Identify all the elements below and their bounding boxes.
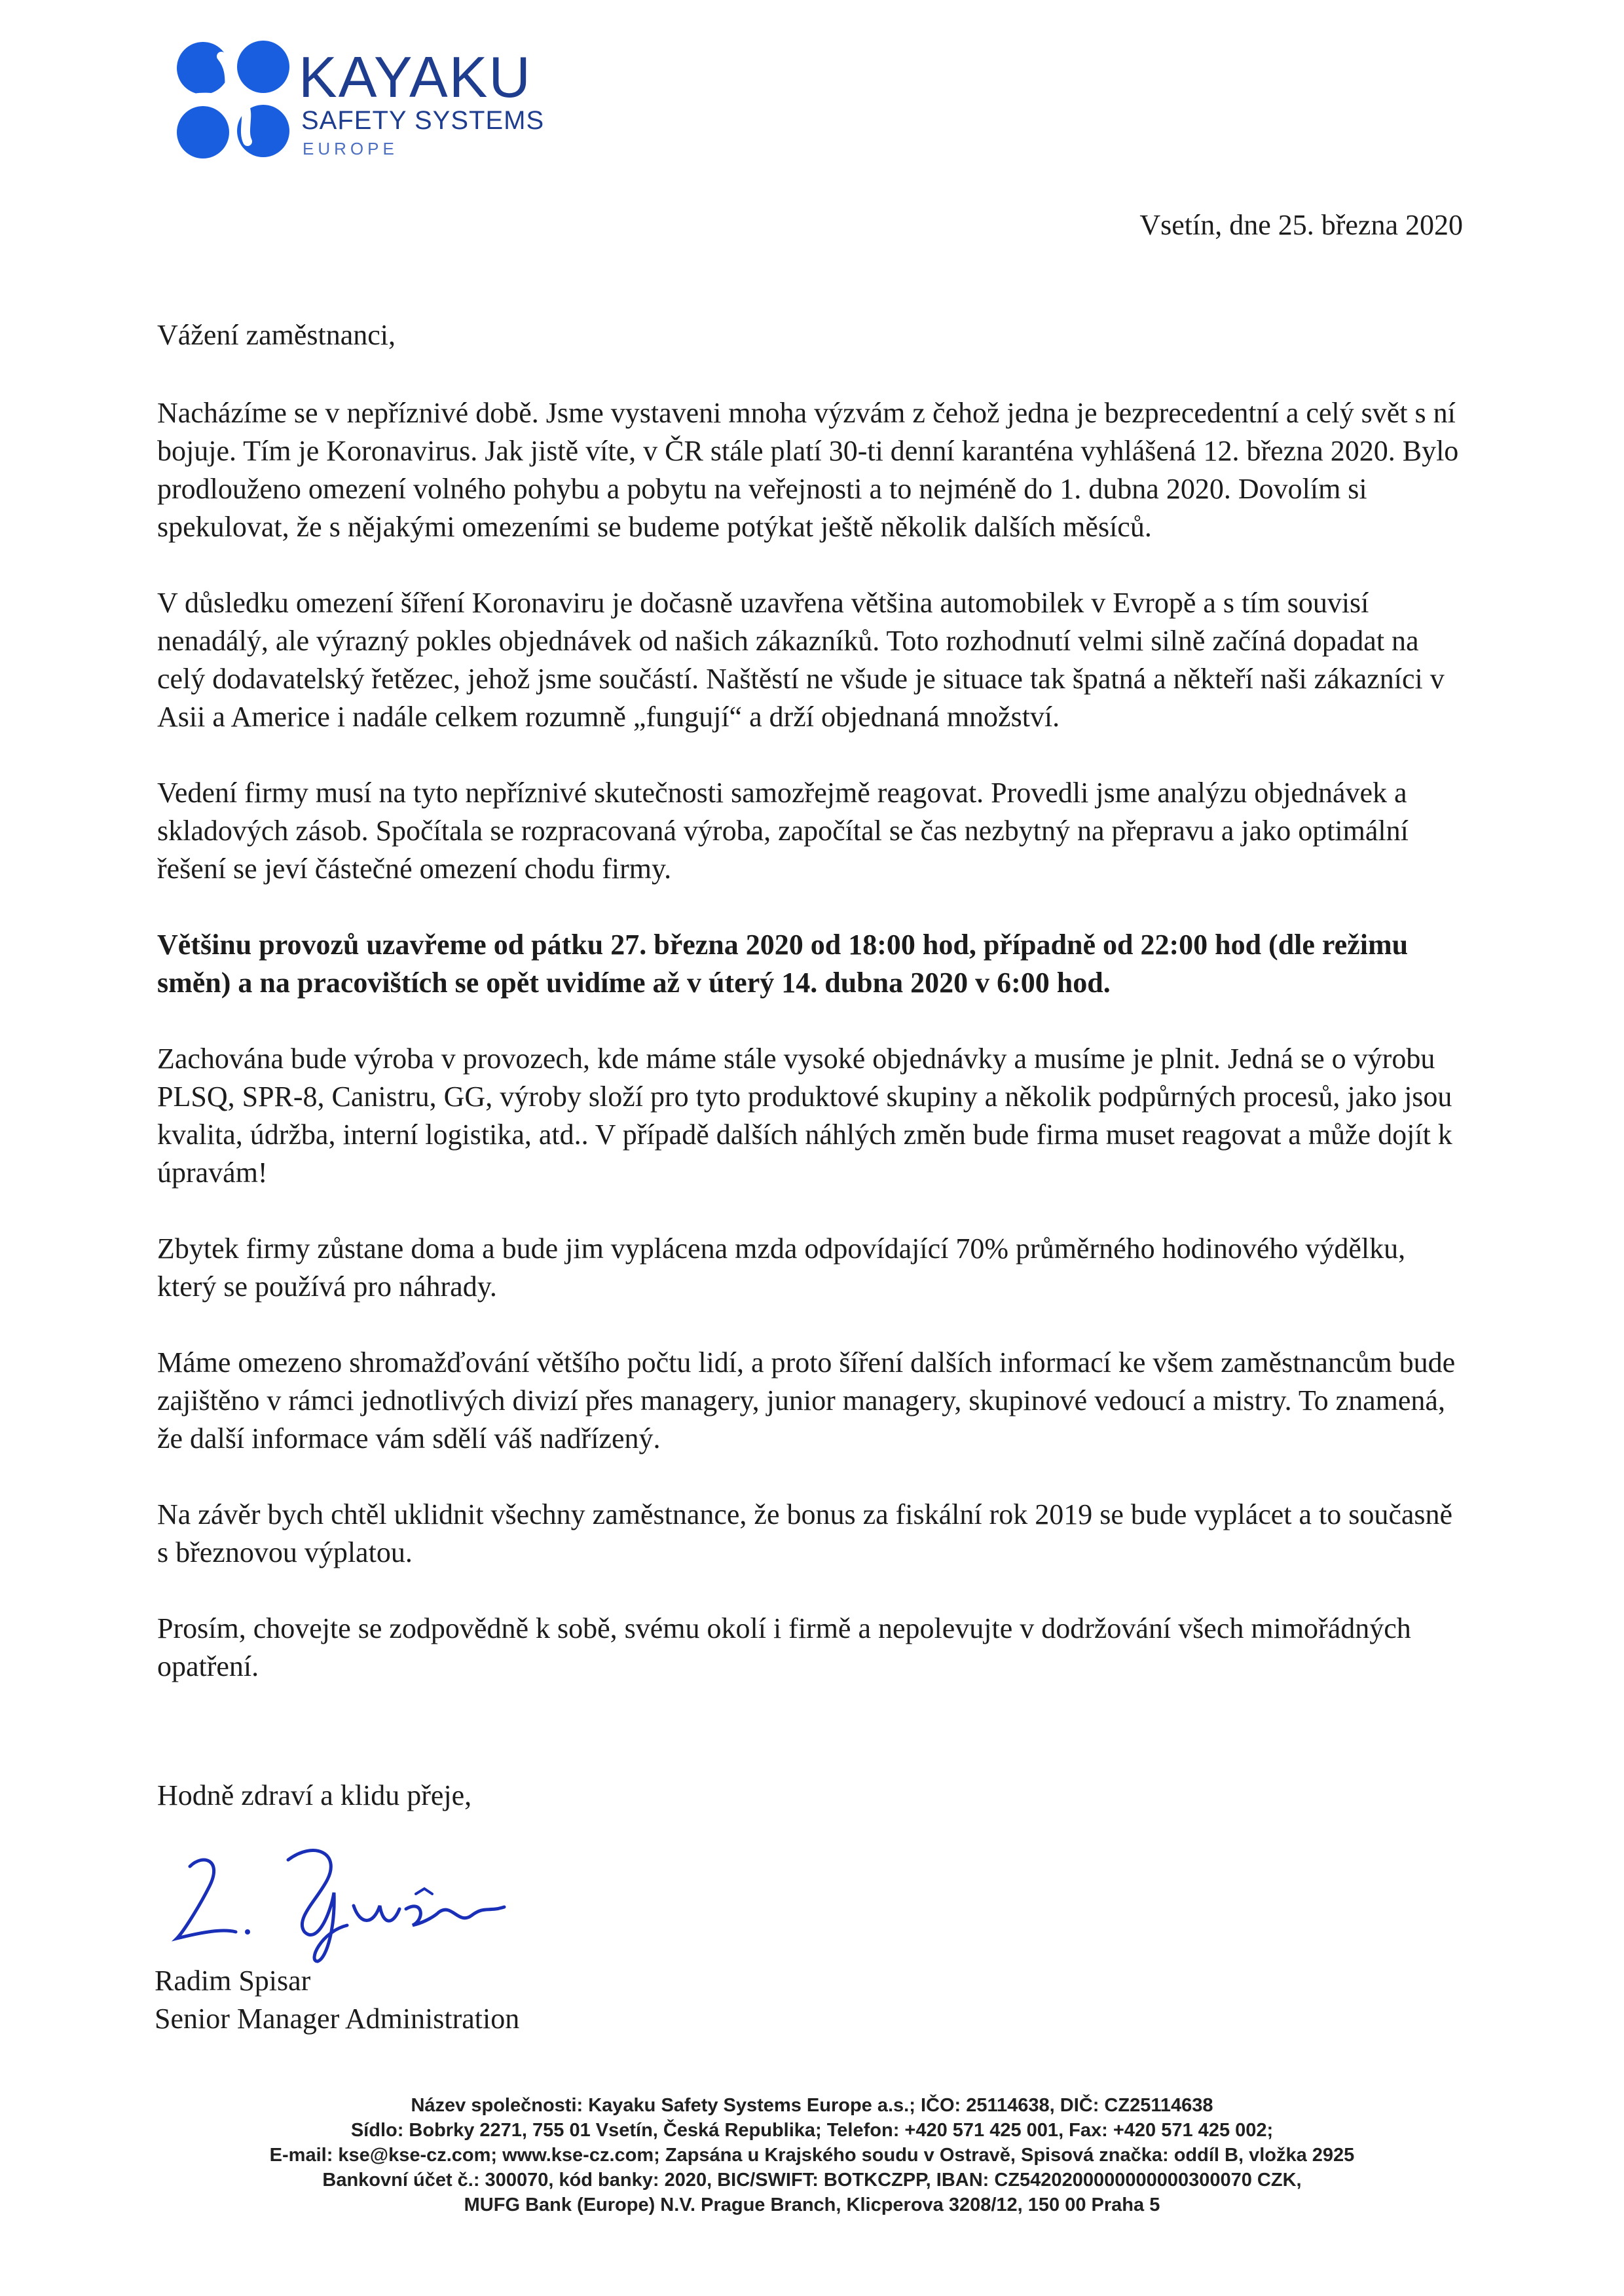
paragraph: Na závěr bych chtěl uklidnit všechny zaměstnance, že bonus za fiskální rok 2019 se bude vyplácet a to současně s březnovou výplatou. <box>157 1498 1453 1568</box>
letter-greeting: Vážení zaměstnanci, <box>157 319 396 351</box>
footer-line: Název společnosti: Kayaku Safety Systems Europe a.s.; IČO: 25114638, DIČ: CZ25114638 <box>411 2095 1213 2116</box>
logo-name: KAYAKU <box>299 45 532 109</box>
paragraph: Zachována bude výroba v provozech, kde máme stále vysoké objednávky a musíme je plnit. Jedná se o výrobu PLSQ, SPR-8, Canistru, GG, výroby složí pro tyto produktové skupiny a několik podpůrných procesů, jako jsou kvalita, údržba, interní logistika, atd.. V případě dalších náhlých změn bude firma muset reagovat a může dojít k úpravám! <box>157 1043 1452 1189</box>
letter-closing: Hodně zdraví a klidu přeje, <box>157 1779 472 1811</box>
logo-subtitle: SAFETY SYSTEMS <box>301 106 545 135</box>
footer-line: E-mail: kse@kse-cz.com; www.kse-cz.com; Zapsána u Krajského soudu v Ostravě, Spisová značka: oddíl B, vložka 2925 <box>269 2145 1355 2166</box>
logo-mark-icon <box>175 37 293 161</box>
company-logo <box>175 37 581 161</box>
footer-line: Sídlo: Bobrky 2271, 755 01 Vsetín, Česká Republika; Telefon: +420 571 425 001, Fax: +420 571 425 002; <box>350 2120 1274 2141</box>
paragraph: Nacházíme se v nepříznivé době. Jsme vystaveni mnoha výzvám z čehož jedna je bezprecedentní a celý svět s ní bojuje. Tím je Koronavirus. Jak jistě víte, v ČR stále platí 30-ti denní karanténa vyhlášená 12. března 2020. Bylo prodlouženo omezení volného pohybu a pobytu na veřejnosti a to nejméně do 1. dubna 2020. Dovolím si spekulovat, že s nějakými omezeními se budeme potýkat ještě několik dalších měsíců. <box>157 397 1459 543</box>
signer-block <box>155 1962 519 2038</box>
letter-body <box>157 394 1467 1724</box>
signer-title: Senior Manager Administration <box>155 2003 520 2035</box>
paragraph: Máme omezeno shromažďování většího počtu lidí, a proto šíření dalších informací ke všem zaměstnancům bude zajištěno v rámci jednotlivých divizí přes managery, junior managery, skupinové vedoucí a mistry. To znamená, že další informace vám sdělí váš nadřízený. <box>157 1346 1456 1454</box>
footer-line: Bankovní účet č.: 300070, kód banky: 2020, BIC/SWIFT: BOTKCZPP, IBAN: CZ5420200000000000300070 CZK, <box>322 2170 1302 2191</box>
company-footer <box>0 2093 1624 2217</box>
logo-region: EUROPE <box>303 139 398 158</box>
handwritten-signature <box>164 1834 557 1965</box>
paragraph: V důsledku omezení šíření Koronaviru je dočasně uzavřena většina automobilek v Evropě a s tím souvisí nenadálý, ale výrazný pokles objednávek od našich zákazníků. Toto rozhodnutí velmi silně začíná dopadat na celý dodavatelský řetězec, jehož jsme součástí. Naštěstí ne všude je situace tak špatná a někteří naši zákazníci v Asii a Americe i nadále celkem rozumně „fungují“ a drží objednaná množství. <box>157 587 1445 733</box>
letter-date: Vsetín, dne 25. března 2020 <box>1139 209 1463 241</box>
paragraph: Prosím, chovejte se zodpovědně k sobě, svému okolí i firmě a nepolevujte v dodržování všech mimořádných opatření. <box>157 1612 1411 1682</box>
paragraph-highlight: Většinu provozů uzavřeme od pátku 27. března 2020 od 18:00 hod, případně od 22:00 hod (dle režimu směn) a na pracovištích se opět uvidíme až v úterý 14. dubna 2020 v 6:00 hod. <box>157 929 1409 999</box>
paragraph: Zbytek firmy zůstane doma a bude jim vyplácena mzda odpovídající 70% průměrného hodinového výdělku, který se používá pro náhrady. <box>157 1232 1406 1303</box>
paragraph: Vedení firmy musí na tyto nepříznivé skutečnosti samozřejmě reagovat. Provedli jsme analýzu objednávek a skladových zásob. Spočítala se rozpracovaná výroba, započítal se čas nezbytný na přepravu a jako optimální řešení se jeví částečné omezení chodu firmy. <box>157 777 1409 885</box>
signer-name: Radim Spisar <box>155 1965 311 1997</box>
footer-line: MUFG Bank (Europe) N.V. Prague Branch, Klicperova 3208/12, 150 00 Praha 5 <box>464 2194 1160 2215</box>
